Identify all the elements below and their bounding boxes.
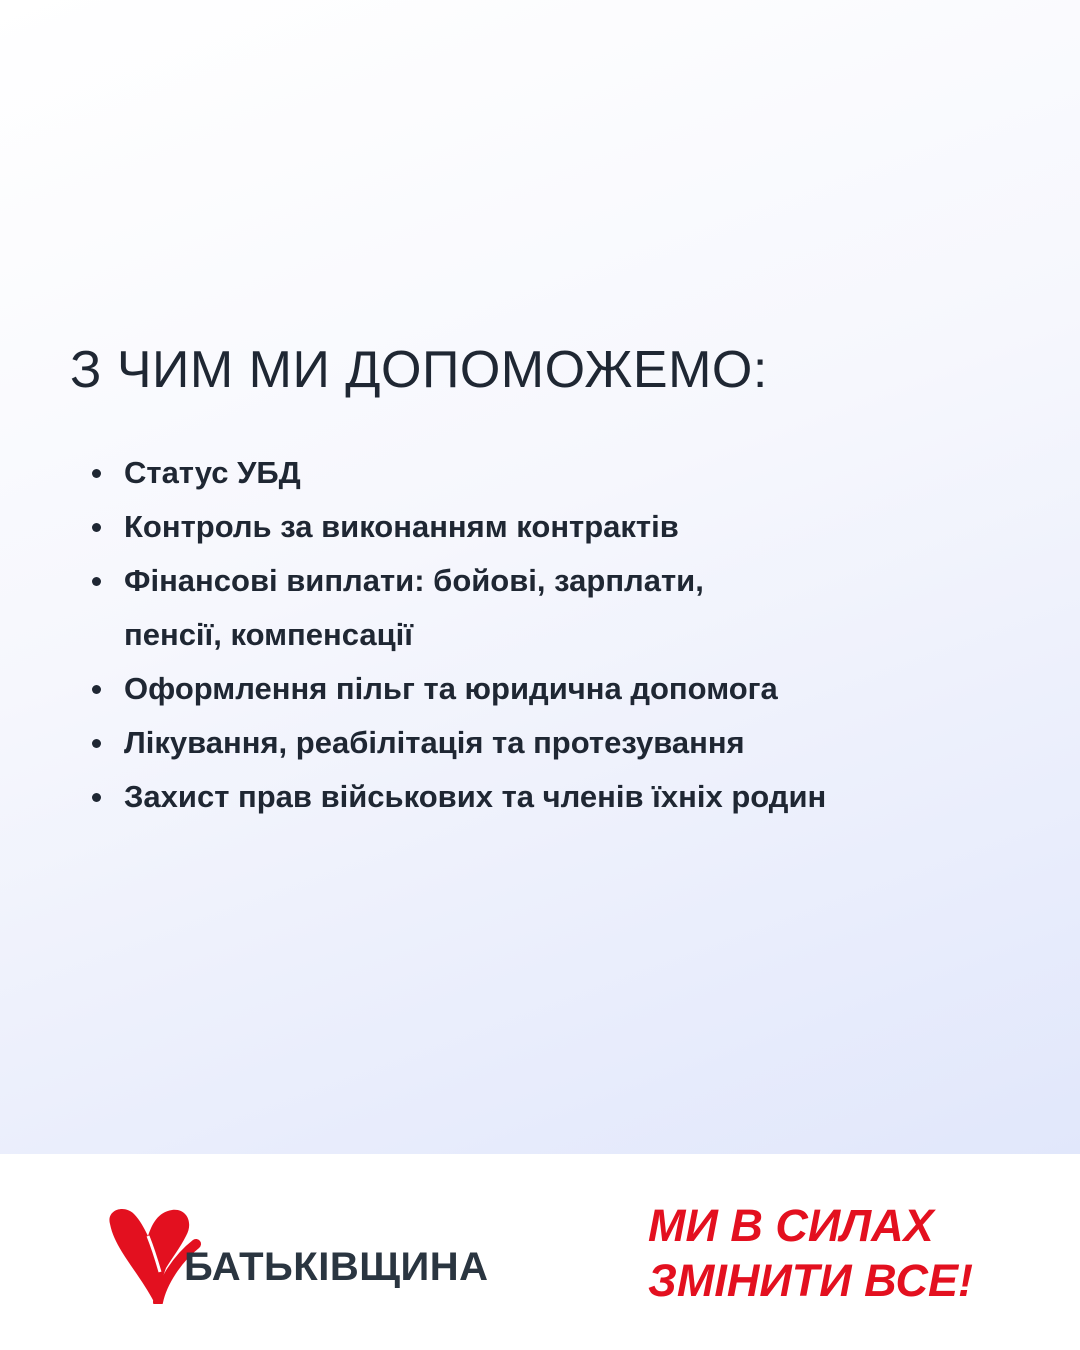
list-item [0,500,1000,554]
page-title: З ЧИМ МИ ДОПОМОЖЕМО: [70,341,768,399]
bullet-icon [92,685,101,694]
slogan [648,1198,1028,1308]
list-item-text: Фінансові виплати: бойові, зарплати, [124,563,704,598]
bullet-icon [92,793,101,802]
footer [0,1154,1080,1350]
list-item [0,716,1000,770]
bullet-icon [92,469,101,478]
list-item [0,446,1000,500]
bullet-icon [92,523,101,532]
logo-text: БАТЬКІВЩИНА [184,1245,489,1289]
list-item [0,662,1000,716]
bullet-icon [92,739,101,748]
bullet-icon [92,577,101,586]
list-item-text: Статус УБД [124,455,301,490]
party-logo [106,1206,546,1306]
help-list [0,446,1000,824]
list-item [0,554,1000,662]
slogan-line-1: МИ В СИЛАХ [648,1200,934,1251]
list-item-text: Лікування, реабілітація та протезування [124,725,745,760]
list-item-text-continued: пенсії, компенсації [124,617,413,652]
slogan-line-2: ЗМІНИТИ ВСЕ! [648,1255,973,1306]
list-item-text: Захист прав військових та членів їхніх родин [124,779,827,814]
list-item-text: Контроль за виконанням контрактів [124,509,679,544]
list-item [0,770,1000,824]
list-item-text: Оформлення пільг та юридична допомога [124,671,778,706]
